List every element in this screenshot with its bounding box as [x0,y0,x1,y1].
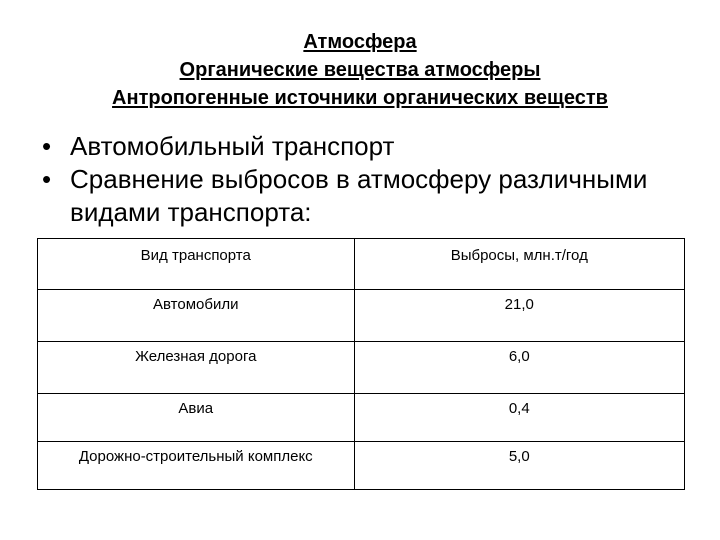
title-line-2: Органические вещества атмосферы [179,59,541,81]
table-row [38,342,685,394]
table-header-row [38,239,685,290]
header-emissions: Выбросы, млн.т/год [354,239,684,290]
cell-emissions: 5,0 [354,442,684,490]
header-transport-type: Вид транспорта [38,239,355,290]
emissions-table [37,238,685,490]
table-row [38,290,685,342]
bullet-dot-icon: • [42,131,52,161]
cell-emissions: 0,4 [354,394,684,442]
table-row [38,442,685,490]
cell-transport-type: Авиа [38,394,355,442]
cell-transport-type: Железная дорога [38,342,355,394]
bullet-text: Сравнение выбросов в атмосферу различными видами транспорта: [70,164,648,227]
title-line-3: Антропогенные источники органических веществ [112,87,608,109]
bullet-list [40,130,680,229]
bullet-item [40,163,680,229]
bullet-item [40,130,680,163]
bullet-text: Автомобильный транспорт [70,131,395,161]
cell-transport-type: Дорожно-строительный комплекс [38,442,355,490]
table-row [38,394,685,442]
slide-title [0,28,720,112]
cell-emissions: 21,0 [354,290,684,342]
bullet-dot-icon: • [42,164,52,194]
cell-transport-type: Автомобили [38,290,355,342]
cell-emissions: 6,0 [354,342,684,394]
title-line-1: Атмосфера [303,31,417,53]
